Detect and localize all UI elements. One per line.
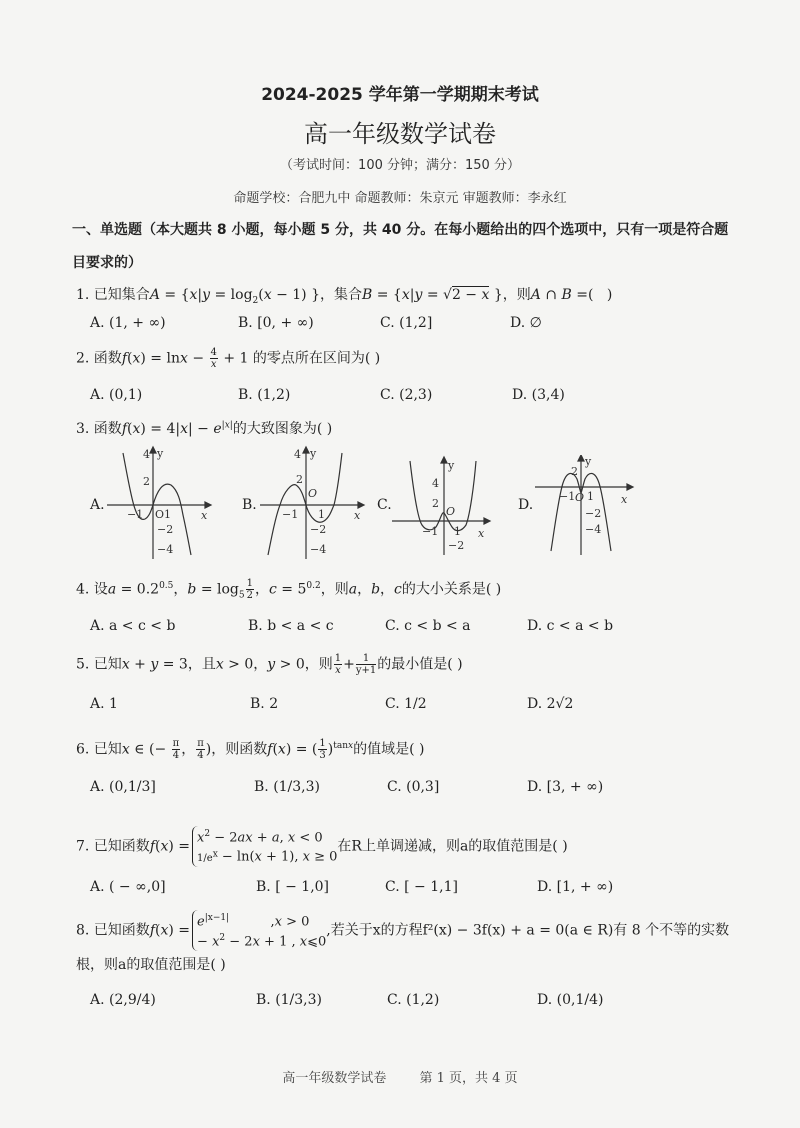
- question-6-option-d[interactable]: D. [3, + ∞): [527, 779, 604, 795]
- page-footer: [0, 1067, 800, 1086]
- svg-text:x: x: [201, 509, 208, 522]
- question-8-option-b[interactable]: B. (1/3,3): [256, 992, 323, 1008]
- section-heading-line1: 一、单选题（本大题共 8 小题，每小题 5 分，共 40 分。在每小题给出的四个选项中，只有一项是符合题: [72, 222, 729, 238]
- question-8-option-c[interactable]: C. (1,2): [387, 992, 440, 1008]
- question-8-option-d[interactable]: D. (0,1/4): [537, 992, 604, 1008]
- question-1-option-b[interactable]: B. [0, + ∞): [238, 315, 314, 331]
- question-7-stem: 7. 已知函数f(x) = $x^2 - 2ax + a$, x < 0 $1/e^x - \ln(x + 1)$, x ≥ 0 在R上单调递减，则a的取值范围是( ): [76, 826, 568, 867]
- svg-text:1: 1: [318, 508, 325, 521]
- graph-option-b[interactable]: [258, 445, 368, 560]
- authors-line: 命题学校：合肥九中 命题教师：朱京元 审题教师：李永红: [233, 191, 567, 206]
- svg-text:y: y: [157, 447, 164, 460]
- question-4-stem: 4. 设$a = 0.2^{0.5}$，$b = \log_5$ $\frac{1}{2}$ ，$c = 5^{0.2}$，则a，b，c的大小关系是( ): [76, 578, 502, 601]
- question-6-option-b[interactable]: B. (1/3,3): [254, 779, 321, 795]
- question-2-option-b[interactable]: B. (1,2): [238, 387, 291, 403]
- svg-text:y: y: [448, 459, 455, 472]
- svg-text:2: 2: [143, 475, 150, 488]
- footer-paper-name: 高一年级数学试卷: [282, 1071, 387, 1086]
- svg-text:−2: −2: [585, 507, 602, 520]
- svg-text:−2: −2: [448, 539, 465, 552]
- question-5-option-a[interactable]: A. 1: [90, 696, 118, 712]
- svg-text:2: 2: [571, 465, 578, 478]
- svg-text:y: y: [310, 447, 317, 460]
- question-4-option-d[interactable]: D. c < a < b: [527, 618, 614, 634]
- exam-info: （考试时间：100 分钟；满分：150 分）: [280, 158, 520, 173]
- svg-text:x: x: [354, 509, 361, 522]
- question-3-stem: 3. 函数$f(x) = 4|x| - e^{|x|}$的大致图象为( ): [76, 420, 333, 437]
- svg-text:−2: −2: [310, 523, 327, 536]
- svg-text:x: x: [621, 493, 628, 506]
- svg-text:O: O: [575, 491, 585, 504]
- question-2-option-c[interactable]: C. (2,3): [380, 387, 433, 403]
- question-3-option-d[interactable]: D.: [518, 497, 534, 513]
- paper-title: 高一年级数学试卷: [304, 120, 496, 148]
- question-4-option-b[interactable]: B. b < a < c: [248, 618, 334, 634]
- svg-text:1: 1: [454, 525, 461, 538]
- question-5-option-c[interactable]: C. 1/2: [385, 696, 427, 712]
- svg-text:4: 4: [143, 448, 150, 461]
- svg-text:−2: −2: [157, 523, 174, 536]
- question-7-option-a[interactable]: A. ( − ∞,0]: [90, 879, 166, 895]
- question-1-stem: 1. 已知集合$A = \{x|y = \log_2(x - 1)$ }，集合B = {x|y = √2 − x }，则A ∩ B =( ): [76, 287, 613, 306]
- question-5-option-d[interactable]: D. 2√2: [527, 696, 574, 712]
- graph-option-c[interactable]: [392, 455, 492, 555]
- svg-text:−4: −4: [310, 543, 327, 556]
- svg-text:y: y: [585, 455, 592, 468]
- question-7-option-d[interactable]: D. [1, + ∞): [537, 879, 614, 895]
- svg-text:−1: −1: [127, 508, 144, 521]
- exam-title: 2024-2025 学年第一学期期末考试: [261, 85, 539, 105]
- question-6-option-c[interactable]: C. (0,3]: [387, 779, 440, 795]
- svg-text:−1: −1: [282, 508, 299, 521]
- svg-text:O: O: [308, 487, 318, 500]
- question-6-stem: 6. 已知x ∈ (− $\frac{\pi}{4}$ ， $\frac{\pi}{4}$ )，则函数f(x) = ( $\frac{1}{3}$ )$^{tanx}$的值域是( ): [76, 738, 425, 761]
- svg-text:4: 4: [294, 448, 301, 461]
- question-3-option-a[interactable]: A.: [90, 497, 105, 513]
- question-5-stem: 5. 已知x + y = 3，且x > 0，y > 0，则 $\frac{1}{x}$ + $\frac{1}{y+1}$ 的最小值是( ): [76, 653, 463, 676]
- question-1-option-c[interactable]: C. (1,2]: [380, 315, 433, 331]
- question-7-option-c[interactable]: C. [ − 1,1]: [385, 879, 458, 895]
- svg-text:−1: −1: [422, 525, 439, 538]
- question-2-option-d[interactable]: D. (3,4): [512, 387, 565, 403]
- question-3-option-b[interactable]: B.: [242, 497, 257, 513]
- question-3-option-c[interactable]: C.: [377, 497, 392, 513]
- question-6-option-a[interactable]: A. (0,1/3]: [90, 779, 156, 795]
- question-7-option-b[interactable]: B. [ − 1,0]: [256, 879, 330, 895]
- question-2-stem: 2. 函数f(x) = lnx − $\frac{4}{x}$ + 1 的零点所在区间为( ): [76, 347, 381, 370]
- question-8-option-a[interactable]: A. (2,9/4): [90, 992, 156, 1008]
- question-1-option-d[interactable]: D. ∅: [510, 315, 542, 331]
- graph-option-a[interactable]: [105, 445, 215, 560]
- question-2-option-a[interactable]: A. (0,1): [90, 387, 143, 403]
- svg-text:1: 1: [587, 490, 594, 503]
- svg-text:O: O: [446, 505, 456, 518]
- svg-text:4: 4: [432, 477, 439, 490]
- svg-text:2: 2: [296, 473, 303, 486]
- question-4-option-a[interactable]: A. a < c < b: [90, 618, 176, 634]
- svg-text:−1: −1: [559, 490, 576, 503]
- svg-text:x: x: [478, 527, 485, 540]
- svg-text:−4: −4: [157, 543, 174, 556]
- question-5-option-b[interactable]: B. 2: [250, 696, 279, 712]
- graph-option-d[interactable]: [535, 455, 635, 555]
- question-8-stem-line2: 根，则a的取值范围是( ): [76, 957, 226, 973]
- question-4-option-c[interactable]: C. c < b < a: [385, 618, 471, 634]
- section-heading-line2: 目要求的）: [72, 255, 142, 271]
- footer-page-info: 第 1 页，共 4 页: [419, 1071, 518, 1086]
- svg-text:O1: O1: [155, 508, 172, 521]
- question-8-stem: 8. 已知函数f(x) = $e^{|x-1|}$ ,x > 0 − $x^2 - 2x + 1$ , x⩽0 ,若关于x的方程f²(x) − 3f(x) + a = 0(a ∈ R)有 8 个不等的实数: [76, 910, 729, 951]
- svg-text:2: 2: [432, 497, 439, 510]
- svg-text:−4: −4: [585, 523, 602, 536]
- question-1-option-a[interactable]: A. (1, + ∞): [90, 315, 166, 331]
